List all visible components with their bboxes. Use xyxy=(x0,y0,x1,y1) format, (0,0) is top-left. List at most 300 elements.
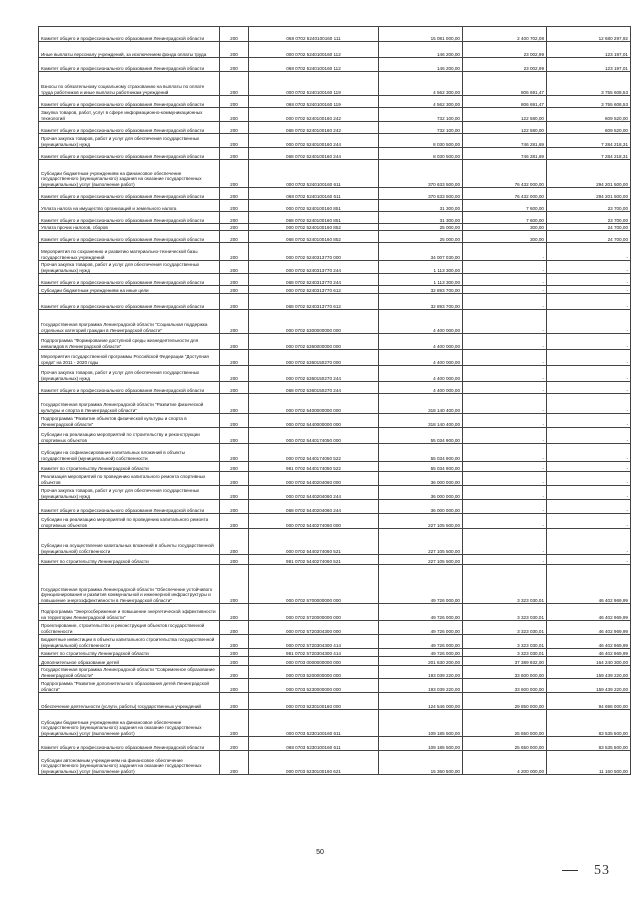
cell-code: 200 xyxy=(220,444,249,462)
cell-v1: 124 546 000,00 xyxy=(379,693,463,710)
cell-code: 200 xyxy=(220,108,249,122)
budget-sheet xyxy=(38,26,628,775)
cell-v1: 36 000 000,00 xyxy=(379,472,463,486)
cell-code: 200 xyxy=(220,666,249,679)
table-row xyxy=(39,72,631,96)
cell-v2: - xyxy=(463,500,547,514)
cell-code: 200 xyxy=(220,649,249,657)
cell-v3: 294 201 500,00 xyxy=(547,160,631,188)
cell-class: 000 0702 5440204060 244 xyxy=(249,486,379,500)
cell-code: 200 xyxy=(220,42,249,58)
cell-name: Закупка товаров, работ, услуг в сфере информационно-коммуникационных технологий xyxy=(39,108,220,122)
table-row xyxy=(39,350,631,366)
cell-name: Уплата прочих налогов, сборов xyxy=(39,224,220,231)
cell-code: 200 xyxy=(220,621,249,635)
cell-v1: 8 030 500,00 xyxy=(379,148,463,160)
cell-name: Комитет общего и профессионального образования Ленинградской области xyxy=(39,294,220,310)
cell-name: Комитет по строительству Ленинградской области xyxy=(39,555,220,565)
cell-name: Государственная программа Ленинградской области "Современное образование Ленинградской области" xyxy=(39,666,220,679)
cell-v2: 3 323 030,01 xyxy=(463,621,547,635)
cell-v2: 746 281,69 xyxy=(463,134,547,148)
table-row xyxy=(39,200,631,212)
cell-v2: 3 323 030,01 xyxy=(463,649,547,657)
cell-v2: - xyxy=(463,394,547,414)
cell-v1: 370 633 500,00 xyxy=(379,188,463,200)
cell-class: 000 0702 5240313770 612 xyxy=(249,286,379,294)
cell-name: Прочая закупка товаров, работ и услуг для обеспечения государственных (муниципальных) нужд xyxy=(39,134,220,148)
cell-v3: - xyxy=(547,500,631,514)
cell-name: Комитет общего и профессионального образования Ленинградской области xyxy=(39,274,220,286)
cell-v3: 164 240 300,00 xyxy=(547,657,631,666)
cell-v3: - xyxy=(547,529,631,555)
cell-name: Комитет по строительству Ленинградской области xyxy=(39,462,220,472)
cell-class: 000 0702 5240100160 242 xyxy=(249,108,379,122)
cell-v1: 8 030 500,00 xyxy=(379,134,463,148)
cell-code: 200 xyxy=(220,160,249,188)
cell-v3: 3 755 608,53 xyxy=(547,72,631,96)
cell-name: Комитет общего и профессионального образования Ленинградской области xyxy=(39,737,220,751)
table-row xyxy=(39,188,631,200)
cell-code: 200 xyxy=(220,565,249,604)
cell-code: 200 xyxy=(220,414,249,428)
cell-v2: - xyxy=(463,350,547,366)
cell-code: 200 xyxy=(220,679,249,693)
cell-v1: 49 726 000,00 xyxy=(379,604,463,621)
table-row xyxy=(39,160,631,188)
cell-v1: 15 081 000,00 xyxy=(379,27,463,42)
table-row xyxy=(39,108,631,122)
cell-class: 068 0702 5240100160 244 xyxy=(249,148,379,160)
cell-class: 068 0702 5240313770 612 xyxy=(249,294,379,310)
cell-class: 000 0702 5360150270 000 xyxy=(249,350,379,366)
cell-code: 200 xyxy=(220,231,249,243)
cell-class: 000 0703 5230100160 621 xyxy=(249,751,379,775)
cell-v1: 4 400 000,00 xyxy=(379,334,463,350)
cell-v2: - xyxy=(463,514,547,529)
cell-name: Взносы по обязательному социальному страхованию на выплаты по оплате труда работников и иные выплаты работникам учреждений xyxy=(39,72,220,96)
cell-v3: 94 696 000,00 xyxy=(547,693,631,710)
cell-v1: 31 300,00 xyxy=(379,212,463,224)
cell-name: Мероприятия государственной программы Российской Федерации "Доступная среда" на 2011 - 2020 годы xyxy=(39,350,220,366)
cell-class: 068 0702 5240100160 119 xyxy=(249,96,379,108)
cell-class: 000 0703 0000000000 000 xyxy=(249,657,379,666)
table-row xyxy=(39,737,631,751)
cell-name: Субсидии на софинансирование капитальных вложений в объекты государственной (муниципальной) собственности xyxy=(39,444,220,462)
cell-v2: 23 002,99 xyxy=(463,58,547,72)
cell-code: 200 xyxy=(220,428,249,444)
cell-v3: 12 680 297,92 xyxy=(547,27,631,42)
cell-v1: 318 140 400,00 xyxy=(379,394,463,414)
cell-code: 200 xyxy=(220,472,249,486)
table-row xyxy=(39,657,631,666)
cell-name: Прочая закупка товаров, работ и услуг для обеспечения государственных (муниципальных) нужд xyxy=(39,261,220,274)
cell-v3: - xyxy=(547,462,631,472)
cell-class: 000 0702 5240100160 611 xyxy=(249,160,379,188)
cell-class: 068 0702 5240313770 244 xyxy=(249,274,379,286)
cell-v2: 300,00 xyxy=(463,231,547,243)
budget-table-body xyxy=(39,27,631,775)
cell-v2: 25 650 000,00 xyxy=(463,710,547,737)
cell-v3: 23 700,00 xyxy=(547,200,631,212)
table-row xyxy=(39,310,631,334)
cell-name: Комитет общего и профессионального образования Ленинградской области xyxy=(39,122,220,134)
stamp-dash xyxy=(562,870,578,871)
cell-v1: 4 400 000,00 xyxy=(379,310,463,334)
cell-class: 068 0702 5240100160 242 xyxy=(249,122,379,134)
cell-code: 200 xyxy=(220,350,249,366)
cell-v2: 122 580,00 xyxy=(463,122,547,134)
cell-v1: 55 034 900,00 xyxy=(379,444,463,462)
cell-v3: 83 535 500,00 xyxy=(547,737,631,751)
cell-v2: 37 389 932,00 xyxy=(463,657,547,666)
cell-class: 981 0702 5720304300 414 xyxy=(249,649,379,657)
table-row xyxy=(39,514,631,529)
cell-v2: 25 650 000,00 xyxy=(463,737,547,751)
cell-class: 000 0702 5240100160 112 xyxy=(249,42,379,58)
cell-code: 200 xyxy=(220,261,249,274)
cell-v3: 7 284 218,31 xyxy=(547,148,631,160)
cell-name: Прочая закупка товаров, работ и услуг для обеспечения государственных (муниципальных) нужд xyxy=(39,486,220,500)
table-row xyxy=(39,693,631,710)
table-row xyxy=(39,529,631,555)
cell-class: 068 0702 5240100160 111 xyxy=(249,27,379,42)
cell-code: 200 xyxy=(220,134,249,148)
cell-code: 200 xyxy=(220,188,249,200)
cell-v2: 806 691,47 xyxy=(463,72,547,96)
cell-class: 000 0702 5360150270 244 xyxy=(249,366,379,382)
cell-code: 200 xyxy=(220,366,249,382)
cell-v3: - xyxy=(547,555,631,565)
cell-code: 200 xyxy=(220,200,249,212)
table-row xyxy=(39,27,631,42)
cell-class: 068 0702 5440204060 244 xyxy=(249,500,379,514)
table-row xyxy=(39,621,631,635)
cell-v1: 49 726 000,00 xyxy=(379,635,463,649)
cell-code: 200 xyxy=(220,310,249,334)
cell-code: 200 xyxy=(220,529,249,555)
cell-name: Подпрограмма "Формирование доступной среды жизнедеятельности для инвалидов в Ленинградской области" xyxy=(39,334,220,350)
cell-v2: - xyxy=(463,286,547,294)
cell-name: Субсидии на реализацию мероприятий по проведению капитального ремонта спортивных объектов xyxy=(39,514,220,529)
cell-v3: 3 755 608,53 xyxy=(547,96,631,108)
cell-code: 200 xyxy=(220,286,249,294)
cell-v1: 227 105 500,00 xyxy=(379,514,463,529)
cell-v3: - xyxy=(547,514,631,529)
cell-v2: 76 432 000,00 xyxy=(463,160,547,188)
cell-code: 200 xyxy=(220,224,249,231)
cell-class: 000 0702 5440174050 522 xyxy=(249,444,379,462)
cell-v3: - xyxy=(547,286,631,294)
cell-v3: - xyxy=(547,350,631,366)
cell-code: 200 xyxy=(220,274,249,286)
cell-name: Реализация мероприятий по проведению капитального ремонта спортивных объектов xyxy=(39,472,220,486)
cell-code: 200 xyxy=(220,635,249,649)
cell-name: Иные выплаты персоналу учреждений, за исключением фонда оплаты труда xyxy=(39,42,220,58)
cell-v3: 609 520,00 xyxy=(547,108,631,122)
table-row xyxy=(39,231,631,243)
cell-v3: - xyxy=(547,294,631,310)
cell-v2: - xyxy=(463,555,547,565)
table-row xyxy=(39,462,631,472)
cell-v1: 193 039 220,00 xyxy=(379,679,463,693)
cell-v1: 31 300,00 xyxy=(379,200,463,212)
cell-code: 200 xyxy=(220,212,249,224)
table-row xyxy=(39,444,631,462)
table-row xyxy=(39,212,631,224)
table-row xyxy=(39,604,631,621)
cell-v1: 1 113 300,00 xyxy=(379,261,463,274)
cell-v3: - xyxy=(547,310,631,334)
cell-code: 200 xyxy=(220,555,249,565)
cell-v3: 24 700,00 xyxy=(547,224,631,231)
cell-class: 000 0703 5230000000 000 xyxy=(249,679,379,693)
cell-v1: 193 039 220,00 xyxy=(379,666,463,679)
cell-v3: - xyxy=(547,243,631,261)
cell-v1: 4 400 000,00 xyxy=(379,382,463,394)
cell-v3: - xyxy=(547,414,631,428)
cell-name: Комитет общего и профессионального образования Ленинградской области xyxy=(39,231,220,243)
cell-v3: 7 284 218,31 xyxy=(547,134,631,148)
table-row xyxy=(39,42,631,58)
cell-v1: 32 893 700,00 xyxy=(379,286,463,294)
cell-name: Комитет общего и профессионального образования Ленинградской области xyxy=(39,212,220,224)
cell-code: 200 xyxy=(220,737,249,751)
cell-name: Комитет общего и профессионального образования Ленинградской области xyxy=(39,188,220,200)
cell-v1: 318 140 400,00 xyxy=(379,414,463,428)
table-row xyxy=(39,394,631,414)
cell-name: Комитет общего и профессионального образования Ленинградской области xyxy=(39,500,220,514)
table-row xyxy=(39,649,631,657)
cell-v2: - xyxy=(463,444,547,462)
cell-v3: 46 402 969,99 xyxy=(547,621,631,635)
cell-v2: 122 580,00 xyxy=(463,108,547,122)
cell-v1: 55 034 900,00 xyxy=(379,462,463,472)
cell-v2: 76 432 000,00 xyxy=(463,188,547,200)
cell-v1: 25 000,00 xyxy=(379,231,463,243)
cell-name: Проектирование, строительство и реконструкция объектов государственной собственности xyxy=(39,621,220,635)
cell-v2: - xyxy=(463,462,547,472)
table-row xyxy=(39,122,631,134)
table-row xyxy=(39,243,631,261)
cell-name: Комитет общего и профессионального образования Ленинградской области xyxy=(39,58,220,72)
cell-name: Прочая закупка товаров, работ и услуг для обеспечения государственных (муниципальных) нужд xyxy=(39,366,220,382)
table-row xyxy=(39,224,631,231)
cell-v3: 609 520,00 xyxy=(547,122,631,134)
table-row xyxy=(39,500,631,514)
cell-code: 200 xyxy=(220,72,249,96)
cell-v1: 146 200,00 xyxy=(379,58,463,72)
cell-code: 200 xyxy=(220,604,249,621)
cell-v3: 46 402 969,99 xyxy=(547,649,631,657)
cell-v1: 146 200,00 xyxy=(379,42,463,58)
cell-v1: 36 000 000,00 xyxy=(379,500,463,514)
cell-v3: - xyxy=(547,261,631,274)
table-row xyxy=(39,414,631,428)
cell-v3: 46 402 969,99 xyxy=(547,604,631,621)
cell-v3: - xyxy=(547,486,631,500)
cell-v2: 2 400 702,08 xyxy=(463,27,547,42)
cell-v3: 83 535 500,00 xyxy=(547,710,631,737)
cell-class: 000 0703 5230100160 611 xyxy=(249,710,379,737)
cell-v2: - xyxy=(463,243,547,261)
cell-v2: - xyxy=(463,486,547,500)
cell-class: 068 0702 5240100160 611 xyxy=(249,188,379,200)
cell-name: Субсидии на осуществление капитальных вложений в объекты государственной (муниципальной) собственности xyxy=(39,529,220,555)
table-row xyxy=(39,382,631,394)
cell-v2: 7 600,00 xyxy=(463,200,547,212)
cell-v2: - xyxy=(463,334,547,350)
cell-v1: 227 105 500,00 xyxy=(379,555,463,565)
cell-class: 000 0702 5440174050 000 xyxy=(249,428,379,444)
cell-v2: 300,00 xyxy=(463,224,547,231)
cell-v2: - xyxy=(463,274,547,286)
cell-v1: 49 726 000,00 xyxy=(379,621,463,635)
cell-v3: 123 197,01 xyxy=(547,58,631,72)
cell-class: 000 0702 5360000000 000 xyxy=(249,334,379,350)
cell-v2: - xyxy=(463,472,547,486)
cell-v1: 49 726 000,00 xyxy=(379,565,463,604)
cell-class: 068 0702 5240100160 851 xyxy=(249,212,379,224)
table-row xyxy=(39,366,631,382)
cell-class: 000 0702 5240313770 000 xyxy=(249,243,379,261)
cell-code: 200 xyxy=(220,710,249,737)
cell-v3: 46 402 969,99 xyxy=(547,635,631,649)
cell-class: 000 0702 5440274060 521 xyxy=(249,529,379,555)
cell-v2: 3 323 030,01 xyxy=(463,604,547,621)
cell-code: 200 xyxy=(220,96,249,108)
cell-class: 068 0702 5240100160 112 xyxy=(249,58,379,72)
cell-v3: 159 439 220,00 xyxy=(547,666,631,679)
table-row xyxy=(39,486,631,500)
cell-v3: - xyxy=(547,472,631,486)
cell-v2: - xyxy=(463,261,547,274)
cell-class: 000 0702 5240100160 119 xyxy=(249,72,379,96)
page-number: 50 xyxy=(316,849,324,856)
cell-name: Комитет общего и профессионального образования Ленинградской области xyxy=(39,96,220,108)
cell-v1: 49 726 000,00 xyxy=(379,649,463,657)
cell-class: 000 0702 5440274060 000 xyxy=(249,514,379,529)
cell-v1: 1 113 300,00 xyxy=(379,274,463,286)
table-row xyxy=(39,555,631,565)
cell-code: 200 xyxy=(220,382,249,394)
cell-class: 000 0702 5720000000 000 xyxy=(249,604,379,621)
cell-v2: 33 600 000,00 xyxy=(463,666,547,679)
cell-class: 000 0702 5240100160 851 xyxy=(249,200,379,212)
cell-code: 200 xyxy=(220,514,249,529)
table-row xyxy=(39,58,631,72)
cell-v3: 24 700,00 xyxy=(547,231,631,243)
cell-v3: - xyxy=(547,444,631,462)
cell-v1: 4 400 000,00 xyxy=(379,366,463,382)
cell-v2: 29 850 000,00 xyxy=(463,693,547,710)
cell-v1: 36 000 000,00 xyxy=(379,486,463,500)
cell-v3: - xyxy=(547,274,631,286)
cell-v2: - xyxy=(463,310,547,334)
cell-class: 000 0702 5240313770 244 xyxy=(249,261,379,274)
cell-v2: 33 600 000,00 xyxy=(463,679,547,693)
cell-v2: 806 691,47 xyxy=(463,96,547,108)
table-row xyxy=(39,635,631,649)
cell-name: Субсидии на реализацию мероприятий по строительству и реконструкции спортивных объектов xyxy=(39,428,220,444)
cell-name: Уплата налога на имущество организаций и земельного налога xyxy=(39,200,220,212)
cell-name: Государственная программа Ленинградской области "Обеспечение устойчивого функционирования и развития коммунальной и инженерной инфраструктуры и повышение энергоэффективности в Ленинградской области" xyxy=(39,565,220,604)
cell-class: 000 0702 5440204060 000 xyxy=(249,472,379,486)
cell-class: 000 0702 5240100160 852 xyxy=(249,224,379,231)
cell-v3: - xyxy=(547,394,631,414)
cell-v3: - xyxy=(547,366,631,382)
table-row xyxy=(39,286,631,294)
cell-v2: 3 323 030,01 xyxy=(463,565,547,604)
cell-name: Комитет по строительству Ленинградской области xyxy=(39,649,220,657)
table-row xyxy=(39,679,631,693)
cell-v2: 7 600,00 xyxy=(463,212,547,224)
table-row xyxy=(39,751,631,775)
table-row xyxy=(39,96,631,108)
cell-v2: 3 323 030,01 xyxy=(463,635,547,649)
table-row xyxy=(39,134,631,148)
cell-v1: 32 893 700,00 xyxy=(379,294,463,310)
cell-class: 981 0702 5440274060 521 xyxy=(249,555,379,565)
table-row xyxy=(39,565,631,604)
cell-v1: 15 360 500,00 xyxy=(379,751,463,775)
cell-name: Субсидии бюджетным учреждениям на финансовое обеспечение государственного (муниципального) задания на оказание государственных (муниципальных) услуг (выполнение работ) xyxy=(39,160,220,188)
handwritten-page-stamp: 53 xyxy=(594,863,610,878)
table-row xyxy=(39,261,631,274)
table-row xyxy=(39,666,631,679)
cell-code: 200 xyxy=(220,462,249,472)
cell-name: Обеспечение деятельности (услуги, работы) государственных учреждений xyxy=(39,693,220,710)
cell-code: 200 xyxy=(220,122,249,134)
cell-class: 000 0702 5700000000 000 xyxy=(249,565,379,604)
cell-v1: 732 100,00 xyxy=(379,122,463,134)
cell-v2: - xyxy=(463,414,547,428)
cell-v3: 23 700,00 xyxy=(547,212,631,224)
table-row xyxy=(39,334,631,350)
cell-name: Подпрограмма "Развитие дополнительного образования детей Ленинградской области" xyxy=(39,679,220,693)
cell-code: 200 xyxy=(220,486,249,500)
cell-name: Подпрограмма "Энергосбережение и повышение энергетической эффективности на территории Ленинградской области" xyxy=(39,604,220,621)
cell-class: 068 0702 5360150270 244 xyxy=(249,382,379,394)
cell-code: 200 xyxy=(220,27,249,42)
cell-v1: 370 633 500,00 xyxy=(379,160,463,188)
cell-code: 200 xyxy=(220,500,249,514)
budget-table xyxy=(38,26,631,775)
cell-class: 000 0702 5300000000 000 xyxy=(249,310,379,334)
cell-v3: 294 201 500,00 xyxy=(547,188,631,200)
cell-v3: 123 197,01 xyxy=(547,42,631,58)
cell-v3: 11 160 500,00 xyxy=(547,751,631,775)
cell-code: 200 xyxy=(220,657,249,666)
cell-name: Государственная программа Ленинградской области "Социальная поддержка отдельных категорий граждан в Ленинградской области" xyxy=(39,310,220,334)
cell-name: Дополнительное образование детей xyxy=(39,657,220,666)
cell-name: Комитет общего и профессионального образования Ленинградской области xyxy=(39,148,220,160)
cell-v1: 55 034 900,00 xyxy=(379,428,463,444)
cell-name: Бюджетные инвестиции в объекты капитального строительства государственной (муниципальной) собственности xyxy=(39,635,220,649)
cell-code: 200 xyxy=(220,334,249,350)
cell-code: 200 xyxy=(220,58,249,72)
cell-name: Государственная программа Ленинградской области "Развитие физической культуры и спорта в Ленинградской области" xyxy=(39,394,220,414)
cell-code: 200 xyxy=(220,148,249,160)
cell-v2: - xyxy=(463,529,547,555)
cell-v3: - xyxy=(547,428,631,444)
table-row xyxy=(39,148,631,160)
cell-name: Подпрограмма "Развитие объектов физической культуры и спорта в Ленинградской области" xyxy=(39,414,220,428)
table-row xyxy=(39,710,631,737)
cell-code: 200 xyxy=(220,294,249,310)
cell-code: 200 xyxy=(220,751,249,775)
table-row xyxy=(39,472,631,486)
cell-name: Комитет общего и профессионального образования Ленинградской области xyxy=(39,382,220,394)
